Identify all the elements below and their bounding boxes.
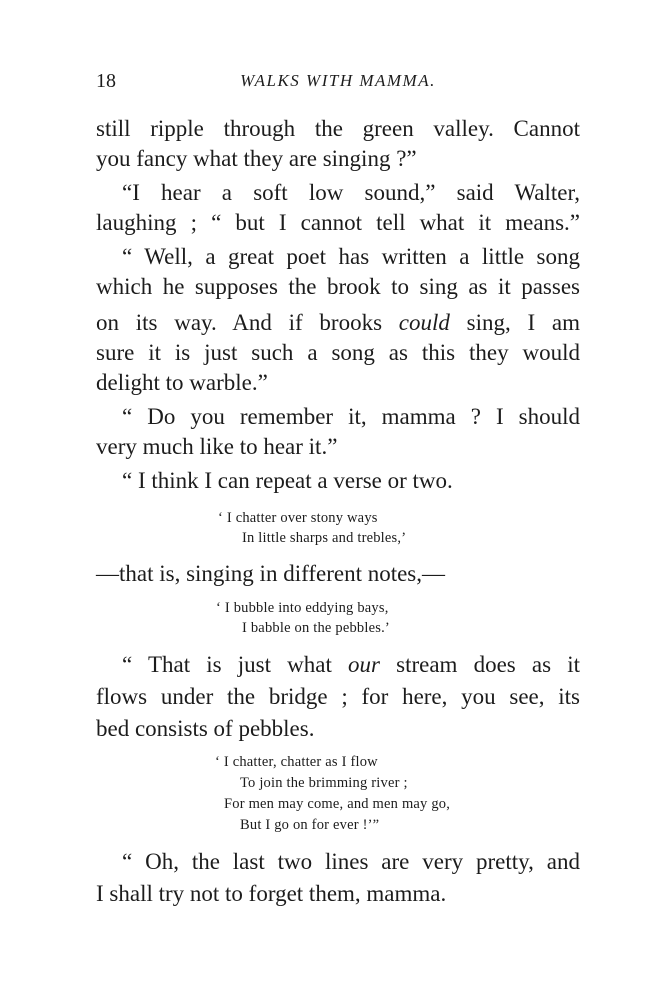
running-head [96,70,580,94]
text-line: very much like to hear it.” [96,434,338,459]
verse-line: For men may come, and men may go, [224,796,451,812]
text-line: which he supposes the brook to sing as it passes [96,274,580,299]
text-segment: sing, I am [449,310,580,335]
text-segment: on its way. And if brooks [96,310,399,335]
text-line: bed consists of pebbles. [96,716,315,741]
text-line: “ Oh, the last two lines are very pretty, and [122,849,580,874]
verse-line: I babble on the pebbles.’ [242,620,390,636]
verse-line: ‘ I bubble into eddying bays, [216,600,389,616]
text-line [96,308,580,338]
text-line: laughing ; “ but I cannot tell what it means.” [96,210,580,235]
text-line: “I hear a soft low sound,” said Walter, [122,180,580,205]
text-line: sure it is just such a song as this they would [96,340,580,365]
text-segment: “ That is just what [122,652,349,677]
text-line: delight to warble.” [96,370,268,395]
verse-line: ‘ I chatter over stony ways [218,510,378,526]
running-title: WALKS WITH MAMMA. [240,71,436,90]
verse-line: In little sharps and trebles,’ [242,530,407,546]
text-line: flows under the bridge ; for here, you see, its [96,684,580,709]
text-segment: stream does as it [379,652,580,677]
verse-line: To join the brimming river ; [240,775,408,791]
emphasis-our: our [348,652,380,677]
text-line: “ Do you remember it, mamma ? I should [122,404,580,429]
emphasis-could: could [398,310,450,335]
text-line: “ Well, a great poet has written a little song [122,244,580,269]
page-number: 18 [96,70,116,92]
verse-line: ‘ I chatter, chatter as I flow [215,754,378,770]
text-line: still ripple through the green valley. Cannot [96,116,580,141]
text-line: you fancy what they are singing ?” [96,146,417,171]
text-line: “ I think I can repeat a verse or two. [122,468,453,493]
text-line: —that is, singing in different notes,— [96,561,446,586]
verse-line: But I go on for ever !’” [240,817,380,833]
text-line: I shall try not to forget them, mamma. [96,881,447,906]
text-line [122,650,580,680]
